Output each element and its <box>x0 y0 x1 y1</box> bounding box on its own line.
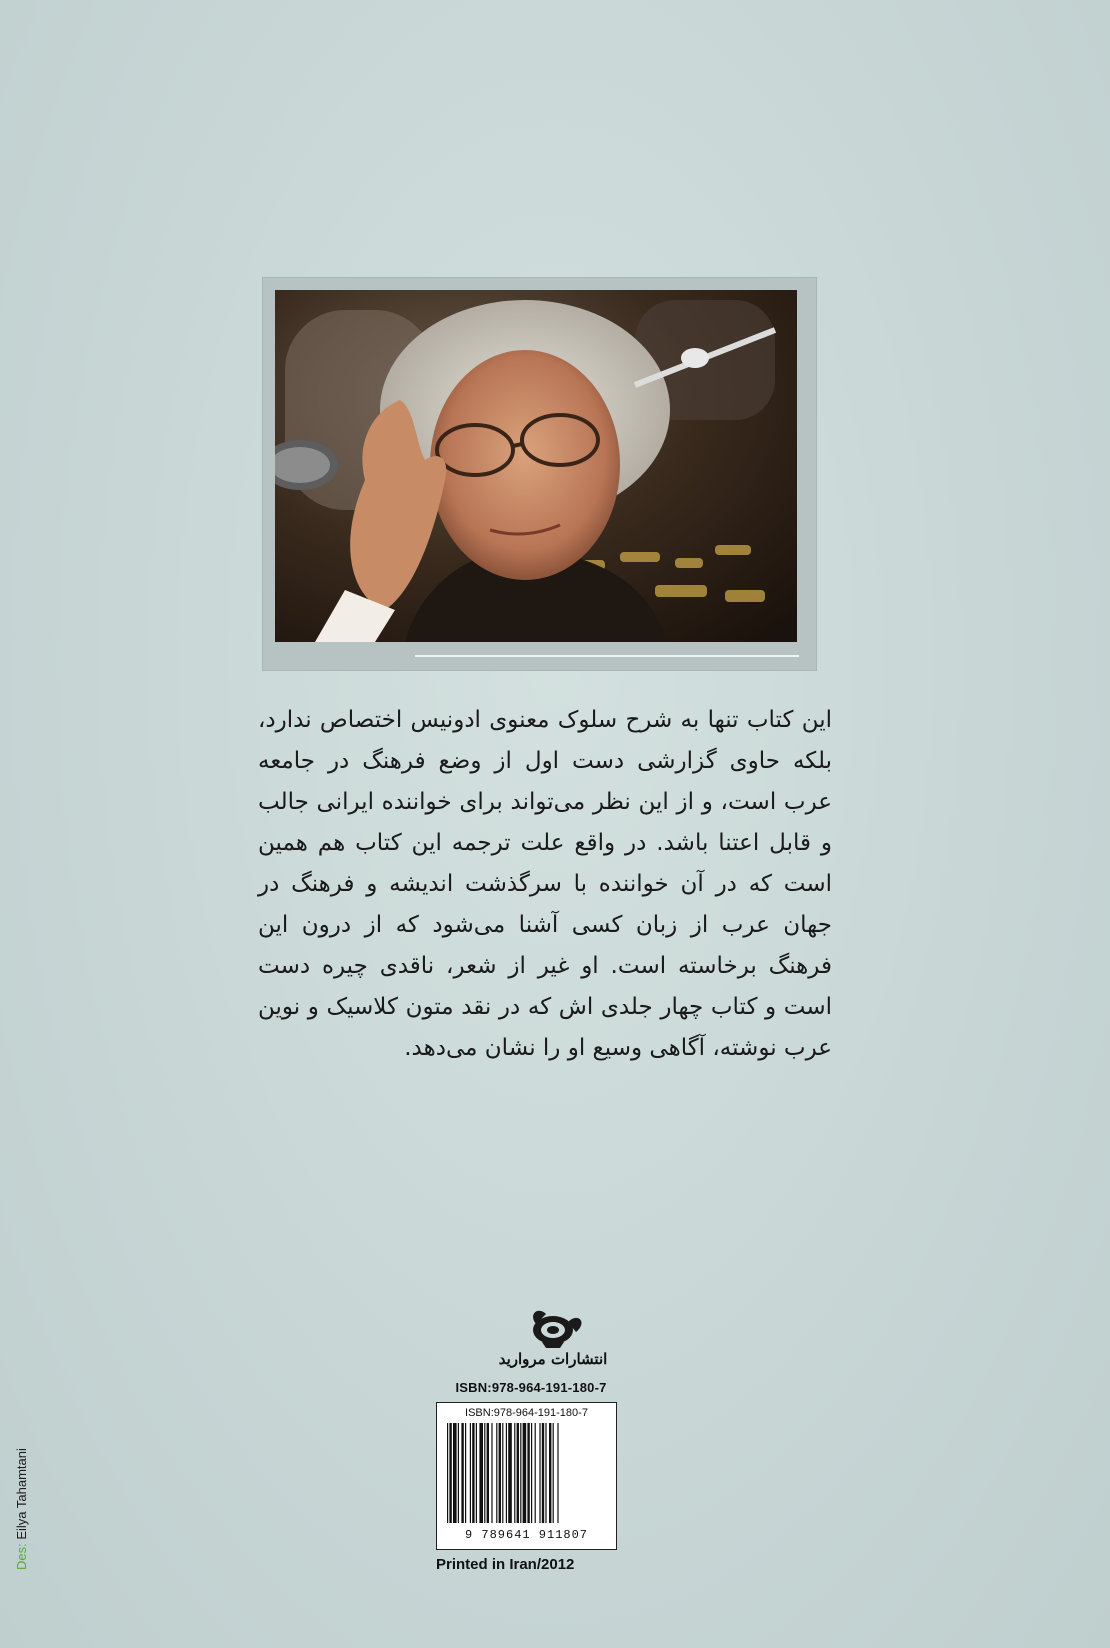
barcode-digits: 9 789641 911807 <box>464 1528 589 1542</box>
printed-in-label: Printed in Iran/2012 <box>436 1556 575 1573</box>
barcode <box>436 1402 617 1550</box>
barcode-bars <box>445 1423 608 1527</box>
back-cover-blurb <box>258 700 832 1069</box>
designer-name: Eilya Tahamtani <box>14 1448 29 1540</box>
author-photo-frame <box>263 278 816 670</box>
barcode-isbn-label: ISBN:978-964-191-180-7 <box>465 1407 588 1419</box>
designer-prefix: Des: <box>14 1543 29 1570</box>
frame-divider-line <box>415 655 799 657</box>
isbn-label: ISBN:978-964-191-180-7 <box>455 1380 607 1395</box>
blurb-paragraph: این کتاب تنها به شرح سلوک معنوی ادونیس اختصاص ندارد، بلکه حاوی گزارشی دست اول از وضع فرهنگ در جامعه عرب است، و از این نظر می‌تواند برای خواننده ایرانی جالب و قابل اعتنا باشد. در واقع علت ترجمه این کتاب هم همین است که در آن خواننده با سرگذشت اندیشه و فرهنگ در جهان عرب از زبان کسی آشنا می‌شود که از درون این فرهنگ برخاسته است. او غیر از شعر، ناقدی چیره دست است و کتاب چهار جلدی اش که در نقد متون کلاسیک و نوین عرب نوشته، آگاهی وسیع او را نشان می‌دهد. <box>258 707 832 1061</box>
author-portrait-image <box>275 290 797 642</box>
author-photo <box>275 290 797 642</box>
publisher-name: انتشارات مروارید <box>498 1350 608 1368</box>
designer-credit <box>14 1448 29 1570</box>
bird-logo-icon <box>498 1302 608 1380</box>
